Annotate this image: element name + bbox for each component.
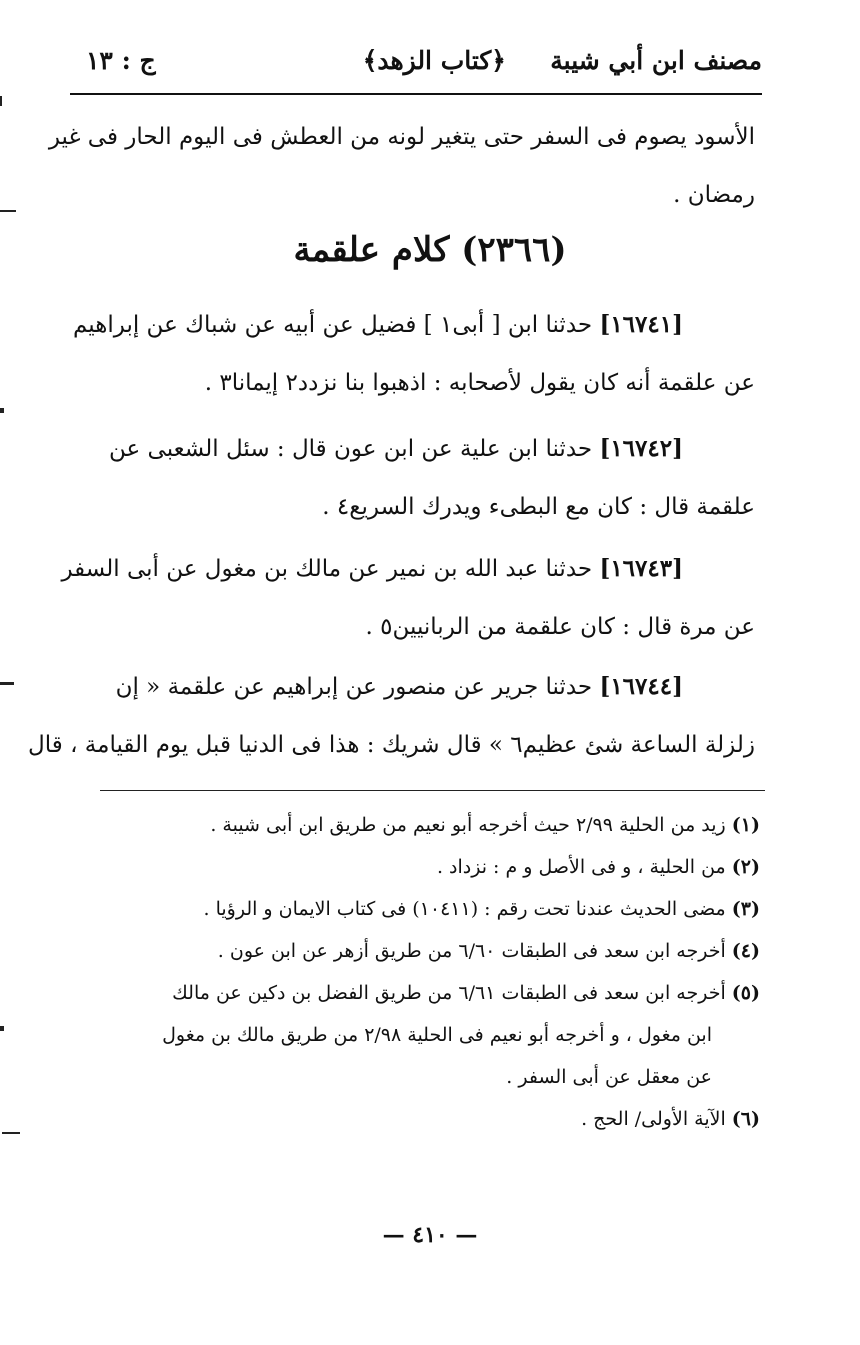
hadith-16743 xyxy=(61,540,755,656)
footnote-number: (٦) xyxy=(731,1108,760,1130)
volume-number: ج : ١٣ xyxy=(86,46,156,75)
header-rule xyxy=(70,93,762,95)
hadith-text: حدثنا ابن [ أبى١ ] فضيل عن أبيه عن شباك عن إبراهيم xyxy=(73,312,593,338)
hadith-text: حدثنا جرير عن منصور عن إبراهيم عن علقمة « إن xyxy=(115,674,593,700)
running-header xyxy=(70,40,770,92)
book-title: مصنف ابن أبي شيبة xyxy=(550,46,762,75)
hadith-line: علقمة قال : كان مع البطىء ويدرك السريع٤ . xyxy=(322,494,755,520)
hadith-line xyxy=(85,658,755,716)
hadith-text: حدثنا ابن علية عن ابن عون قال : سئل الشعبى عن xyxy=(108,436,593,462)
footnote-number: (٥) xyxy=(731,982,760,1004)
section-title: (٢٣٦٦) كلام علقمة xyxy=(293,230,567,270)
page-number: — ٤١٠ — xyxy=(382,1222,478,1248)
hadith-number: [١٦٧٤١] xyxy=(599,311,683,338)
scan-mark xyxy=(0,682,14,685)
footnote-text: من الحلية ، و فى الأصل و م : نزداد . xyxy=(436,856,726,878)
footnotes-rule xyxy=(100,790,765,791)
chapter-title: ﴿كتاب الزهد﴾ xyxy=(362,46,506,75)
footnote xyxy=(90,846,760,888)
footnote-number: (١) xyxy=(731,814,760,836)
hadith-line: عن علقمة أنه كان يقول لأصحابه : اذهبوا بنا نزدد٢ إيمانا٣ . xyxy=(204,370,755,396)
hadith-16741 xyxy=(73,296,755,412)
hadith-line: زلزلة الساعة شئ عظيم٦ » قال شريك : هذا فى الدنيا قبل يوم القيامة ، قال xyxy=(28,732,755,758)
scan-mark xyxy=(2,1132,20,1134)
intro-line-1: الأسود يصوم فى السفر حتى يتغير لونه من العطش فى اليوم الحار فى غير xyxy=(48,124,755,150)
hadith-text: حدثنا عبد الله بن نمير عن مالك بن مغول عن أبى السفر xyxy=(61,556,593,582)
footnote-number: (٤) xyxy=(731,940,760,962)
footnote-text: مضى الحديث عندنا تحت رقم : (١٠٤١١) فى كتاب الايمان و الرؤيا . xyxy=(203,898,726,920)
hadith-line xyxy=(85,420,755,478)
footnotes xyxy=(90,804,760,1140)
hadith-number: [١٦٧٤٣] xyxy=(599,555,683,582)
footnote-continuation: ابن مغول ، و أخرجه أبو نعيم فى الحلية ٢/٩٨ من طريق مالك بن مغول xyxy=(162,1024,712,1046)
scan-mark xyxy=(0,1026,4,1031)
hadith-line xyxy=(73,296,755,354)
footnote-number: (٢) xyxy=(731,856,760,878)
footnote xyxy=(90,888,760,930)
footnote xyxy=(90,972,760,1014)
footnote-continuation: عن معقل عن أبى السفر . xyxy=(506,1066,712,1088)
scan-mark xyxy=(0,408,4,413)
scan-mark xyxy=(0,210,16,212)
hadith-16742 xyxy=(85,420,755,536)
footnote-text: أخرجه ابن سعد فى الطبقات ٦/٦١ من طريق الفضل بن دكين عن مالك xyxy=(172,982,726,1004)
hadith-number: [١٦٧٤٢] xyxy=(599,435,683,462)
footnote-text: زيد من الحلية ٢/٩٩ حيث أخرجه أبو نعيم من طريق ابن أبى شيبة . xyxy=(210,814,726,836)
hadith-number: [١٦٧٤٤] xyxy=(599,673,683,700)
footnote-text: أخرجه ابن سعد فى الطبقات ٦/٦٠ من طريق أزهر عن ابن عون . xyxy=(217,940,726,962)
intro-paragraph xyxy=(48,108,755,224)
footnote xyxy=(90,804,760,846)
hadith-line: عن مرة قال : كان علقمة من الربانيين٥ . xyxy=(365,614,755,640)
footnote xyxy=(90,1098,760,1140)
footnote-text: الآية الأولى/ الحج . xyxy=(581,1108,726,1130)
intro-line-2: رمضان . xyxy=(673,182,755,208)
footnote xyxy=(90,930,760,972)
hadith-16744 xyxy=(28,658,755,774)
scan-mark xyxy=(0,96,2,106)
footnote-number: (٣) xyxy=(731,898,760,920)
hadith-line xyxy=(61,540,755,598)
